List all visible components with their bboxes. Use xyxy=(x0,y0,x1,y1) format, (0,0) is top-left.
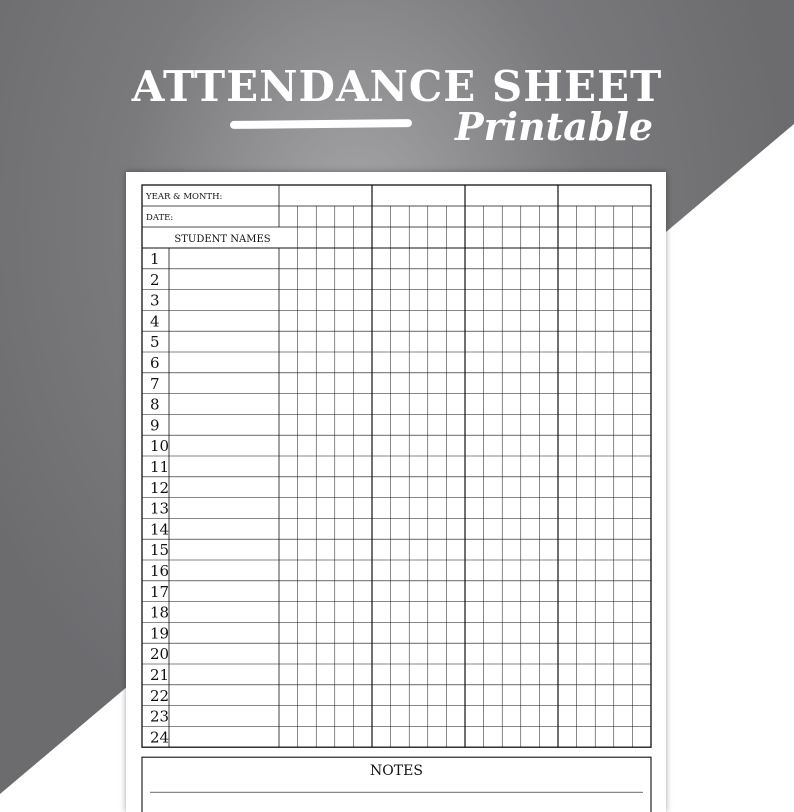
attendance-paper xyxy=(126,172,666,812)
page-subtitle: Printable xyxy=(455,104,654,149)
row-number: 7 xyxy=(150,374,160,393)
row-number: 9 xyxy=(150,416,160,435)
year-month-label: YEAR & MONTH: xyxy=(146,192,223,202)
page-title: ATTENDANCE SHEET xyxy=(131,62,663,111)
row-number: 3 xyxy=(150,291,160,310)
date-label: DATE: xyxy=(146,213,174,223)
row-number: 1 xyxy=(150,250,160,268)
row-number: 2 xyxy=(150,270,160,289)
grid-border xyxy=(142,185,651,747)
row-number: 8 xyxy=(150,395,160,414)
row-number: 12 xyxy=(150,478,170,497)
row-number: 15 xyxy=(150,541,170,560)
row-number: 16 xyxy=(150,562,170,580)
row-number: 18 xyxy=(150,603,170,622)
row-number: 22 xyxy=(150,686,170,705)
row-number: 11 xyxy=(150,458,170,476)
row-number: 5 xyxy=(150,333,160,352)
row-number: 13 xyxy=(150,499,170,518)
row-number: 20 xyxy=(150,645,170,664)
student-names-header: STUDENT NAMES xyxy=(174,234,271,245)
row-number: 6 xyxy=(150,354,160,372)
row-number: 21 xyxy=(150,666,170,684)
row-number: 17 xyxy=(150,582,170,601)
row-number: 4 xyxy=(150,312,160,331)
row-number: 24 xyxy=(150,728,170,747)
row-number: 14 xyxy=(150,520,170,539)
attendance-grid xyxy=(126,172,666,812)
row-number: 19 xyxy=(150,624,170,643)
notes-label: NOTES xyxy=(370,763,423,780)
row-number: 23 xyxy=(150,707,170,726)
row-number: 10 xyxy=(150,437,170,456)
